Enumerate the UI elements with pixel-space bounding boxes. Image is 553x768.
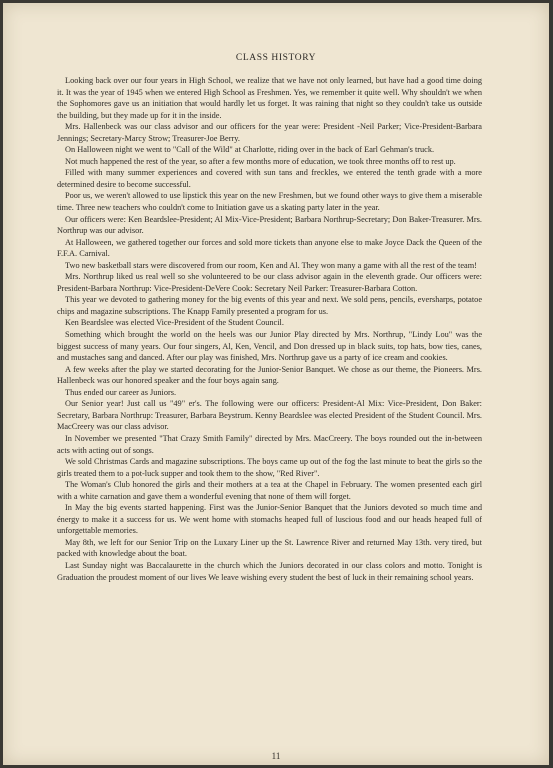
page-title: CLASS HISTORY [235, 53, 317, 63]
paragraph: Mrs. Hallenbeck was our class advisor and our officers for the year were: President -Neil Parker; Vice-President-Barbara Jennings; Secretary-Marcy Strow; Treasurer-Joe Berry. [57, 122, 482, 143]
paragraph: On Halloween night we went to "Call of the Wild" at Charlotte, riding over in the back of Earl Gehman's truck. [65, 145, 435, 155]
history-text [57, 75, 482, 583]
paragraph: Our officers were: Ken Beardslee-President; Al Mix-Vice-President; Barbara Northrup-Secretary; Don Baker-Treasurer. Mrs. Northrup was our advisor. [57, 214, 482, 236]
page-number: 11 [271, 751, 281, 761]
paragraph: In May the big events started happening. First was the Junior-Senior Banquet that the Juniors devoted so much time and énergy to make it a success for us. We went home with stomachs heaped full of luscious food and our heads heaped full of unforgettable memories. [57, 503, 482, 536]
paragraph: We sold Christmas Cards and magazine subscriptions. The boys came up out of the fog the last minute to beat the girls so the girls treated them to a pot-luck supper and took them to the show, "Red River". [57, 457, 482, 478]
paragraph: Last Sunday night was Baccalaurette in the church which the Juniors decorated in our class colors and motto. Tonight is Graduation the proudest moment of our lives We leave wishing every student the best of luck in their remaining school years. [57, 560, 482, 582]
paragraph: Poor us, we weren't allowed to use lipstick this year on the new Freshmen, but we found other ways to give them a miserable time. Three new teachers who couldn't come to Initiation gave us a skating party later in the year. [57, 191, 482, 213]
paragraph: Something which brought the world on the heels was our Junior Play directed by Mrs. Northrup, "Lindy Lou" was the biggest success of many years. Our four singers, Al, Ken, Vencil, and Don dressed up in black suits, top hats, bow ties, canes, and mustaches sang and danced. After our play was finished, Mrs. Northrup gave us a party of ice cream and cookies. [57, 330, 482, 363]
paragraph: In November we presented "That Crazy Smith Family" directed by Mrs. MacCreery. The boys rounded out the in-between acts with acting out of songs. [57, 433, 482, 455]
paragraph: A few weeks after the play we started decorating for the Junior-Senior Banquet. We chose as our theme, the Pioneers. Mrs. Hallenbeck was our honored speaker and the four boys again sang. [57, 364, 482, 386]
document-page [3, 3, 549, 765]
paragraph: Our Senior year! Just call us "49" er's. The following were our officers: President-Al Mix: Vice-President, Don Baker: Secretary, Barbara Northrup: Treasurer, Barbara Beystrum. Kenny Beardslee was elected President of the Student Council. Mrs. MacCreery was our class advisor. [57, 399, 482, 432]
paragraph: Looking back over our four years in High School, we realize that we have not only learned, but have had a good time doing it. It was the year of 1945 when we entered High School as Freshmen. Yes, we remember it quite well. Why shouldn't we when the Sophomores gave us an initiation that would hardly let us forget. It was raining that night so they couldn't take us outside the building, but they made up for it in the inside. [57, 76, 482, 120]
paragraph: Thus ended our career as Juniors. [65, 387, 177, 397]
paragraph: May 8th, we left for our Senior Trip on the Luxary Liner up the St. Lawrence River and returned May 13th. very tired, but packed with knowledge about the boat. [57, 537, 482, 559]
paragraph: Not much happened the rest of the year, so after a few months more of education, we took three months off to rest up. [65, 156, 456, 166]
paragraph: Ken Beardslee was elected Vice-President of the Student Council. [65, 318, 284, 328]
paragraph: This year we devoted to gathering money for the big events of this year and next. We sold pens, pencils, eversharps, potatoe chips and magazine subscriptions. The Knapp Family presented a program for us. [57, 295, 482, 316]
paragraph: The Woman's Club honored the girls and their mothers at a tea at the Chapel in February. The women presented each girl with a white carnation and gave them a wonderful evening that none of them will forget. [57, 480, 482, 501]
paragraph: Two new basketball stars were discovered from our room, Ken and Al. They won many a game with all the rest of the team! [65, 260, 477, 270]
paragraph: Mrs. Northrup liked us real well so she volunteered to be our class advisor again in the eleventh grade. Our officers were: President-Barbara Northrup: Vice-President-DeVere Cook: Secretary Neil Parker: Treasurer-Barbara Cotton. [57, 272, 482, 293]
paragraph: At Halloween, we gathered together our forces and sold more tickets than anyone else to make Joyce Dack the Queen of the F.F.A. Carnival. [57, 237, 482, 259]
paragraph: Filled with many summer experiences and covered with sun tans and freckles, we entered the tenth grade with a more determined desire to become successful. [57, 168, 482, 189]
